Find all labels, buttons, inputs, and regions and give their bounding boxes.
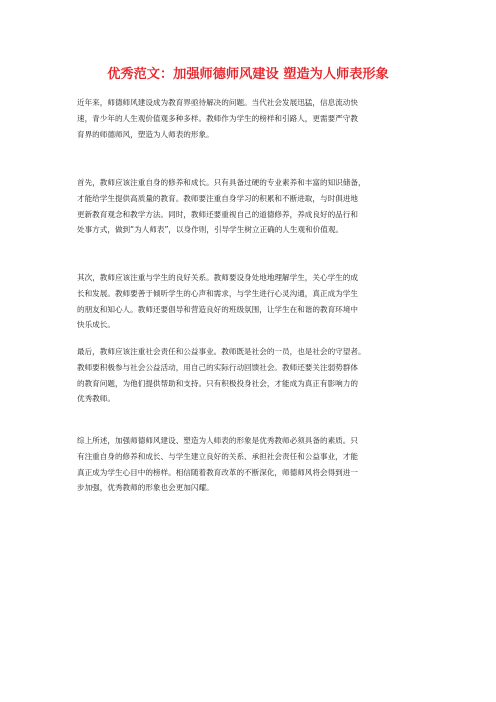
paragraph-first [77, 175, 437, 238]
paragraph-line: 育界的师德师风，塑造为人师表的形象。 [77, 129, 214, 139]
paragraph-line: 长和发展。教师要善于倾听学生的心声和需求，与学生进行心灵沟通，真正成为学生 [77, 288, 358, 298]
paragraph-line: 最后，教师应该注重社会责任和公益事业。教师既是社会的一员，也是社会的守望者。 [77, 347, 366, 356]
paragraph-line: 教师要积极参与社会公益活动，用自己的实际行动回馈社会。教师还要关注弱势群体 [77, 362, 358, 372]
paragraph-line: 的教育问题，为他们提供帮助和支持。只有积极投身社会，才能成为真正有影响力的 [77, 378, 358, 388]
paragraph-line: 才能给学生提供高质量的教育。教师要注重自身学习的积累和不断进取，与时俱进地 [77, 193, 358, 203]
paragraph-last [77, 344, 437, 407]
paragraph-conclusion [77, 433, 437, 496]
document-title: 优秀范文：加强师德师风建设 塑造为人师表形象 [107, 67, 389, 82]
paragraph-line: 快乐成长。 [77, 320, 115, 330]
paragraph-line: 处事方式，做到“为人师表”，以身作则，引导学生树立正确的人生观和价值观。 [77, 225, 344, 235]
paragraph-line: 首先，教师应该注重自身的修养和成长。只有具备过硬的专业素养和丰富的知识储备， [77, 178, 366, 187]
paragraph-line: 近年来，师德师风建设成为教育界亟待解决的问题。当代社会发展迅猛，信息流动快 [77, 98, 358, 107]
paragraph-second [77, 270, 437, 333]
paragraph-line: 真正成为学生心目中的榜样。相信随着教育改革的不断深化，师德师风将会得到进一 [77, 467, 358, 477]
paragraph-line: 速，青少年的人生观价值观多种多样。教师作为学生的榜样和引路人，更需要严守教 [77, 113, 358, 123]
paragraph-intro [77, 95, 437, 142]
paragraph-line: 步加强，优秀教师的形象也会更加闪耀。 [77, 483, 214, 493]
paragraph-line: 有注重自身的修养和成长、与学生建立良好的关系、承担社会责任和公益事业，才能 [77, 451, 358, 461]
paragraph-line: 综上所述，加强师德师风建设、塑造为人师表的形象是优秀教师必须具备的素质。只 [77, 436, 358, 445]
paragraph-line: 的朋友和知心人。教师还要倡导和营造良好的班级氛围，让学生在和谐的教育环境中 [77, 304, 358, 314]
paragraph-line: 优秀教师。 [77, 394, 115, 404]
paragraph-line: 其次，教师应该注重与学生的良好关系。教师要设身处地地理解学生，关心学生的成 [77, 273, 358, 282]
paragraph-line: 更新教育观念和教学方法。同时，教师还要重视自己的道德修养，养成良好的品行和 [77, 209, 358, 219]
